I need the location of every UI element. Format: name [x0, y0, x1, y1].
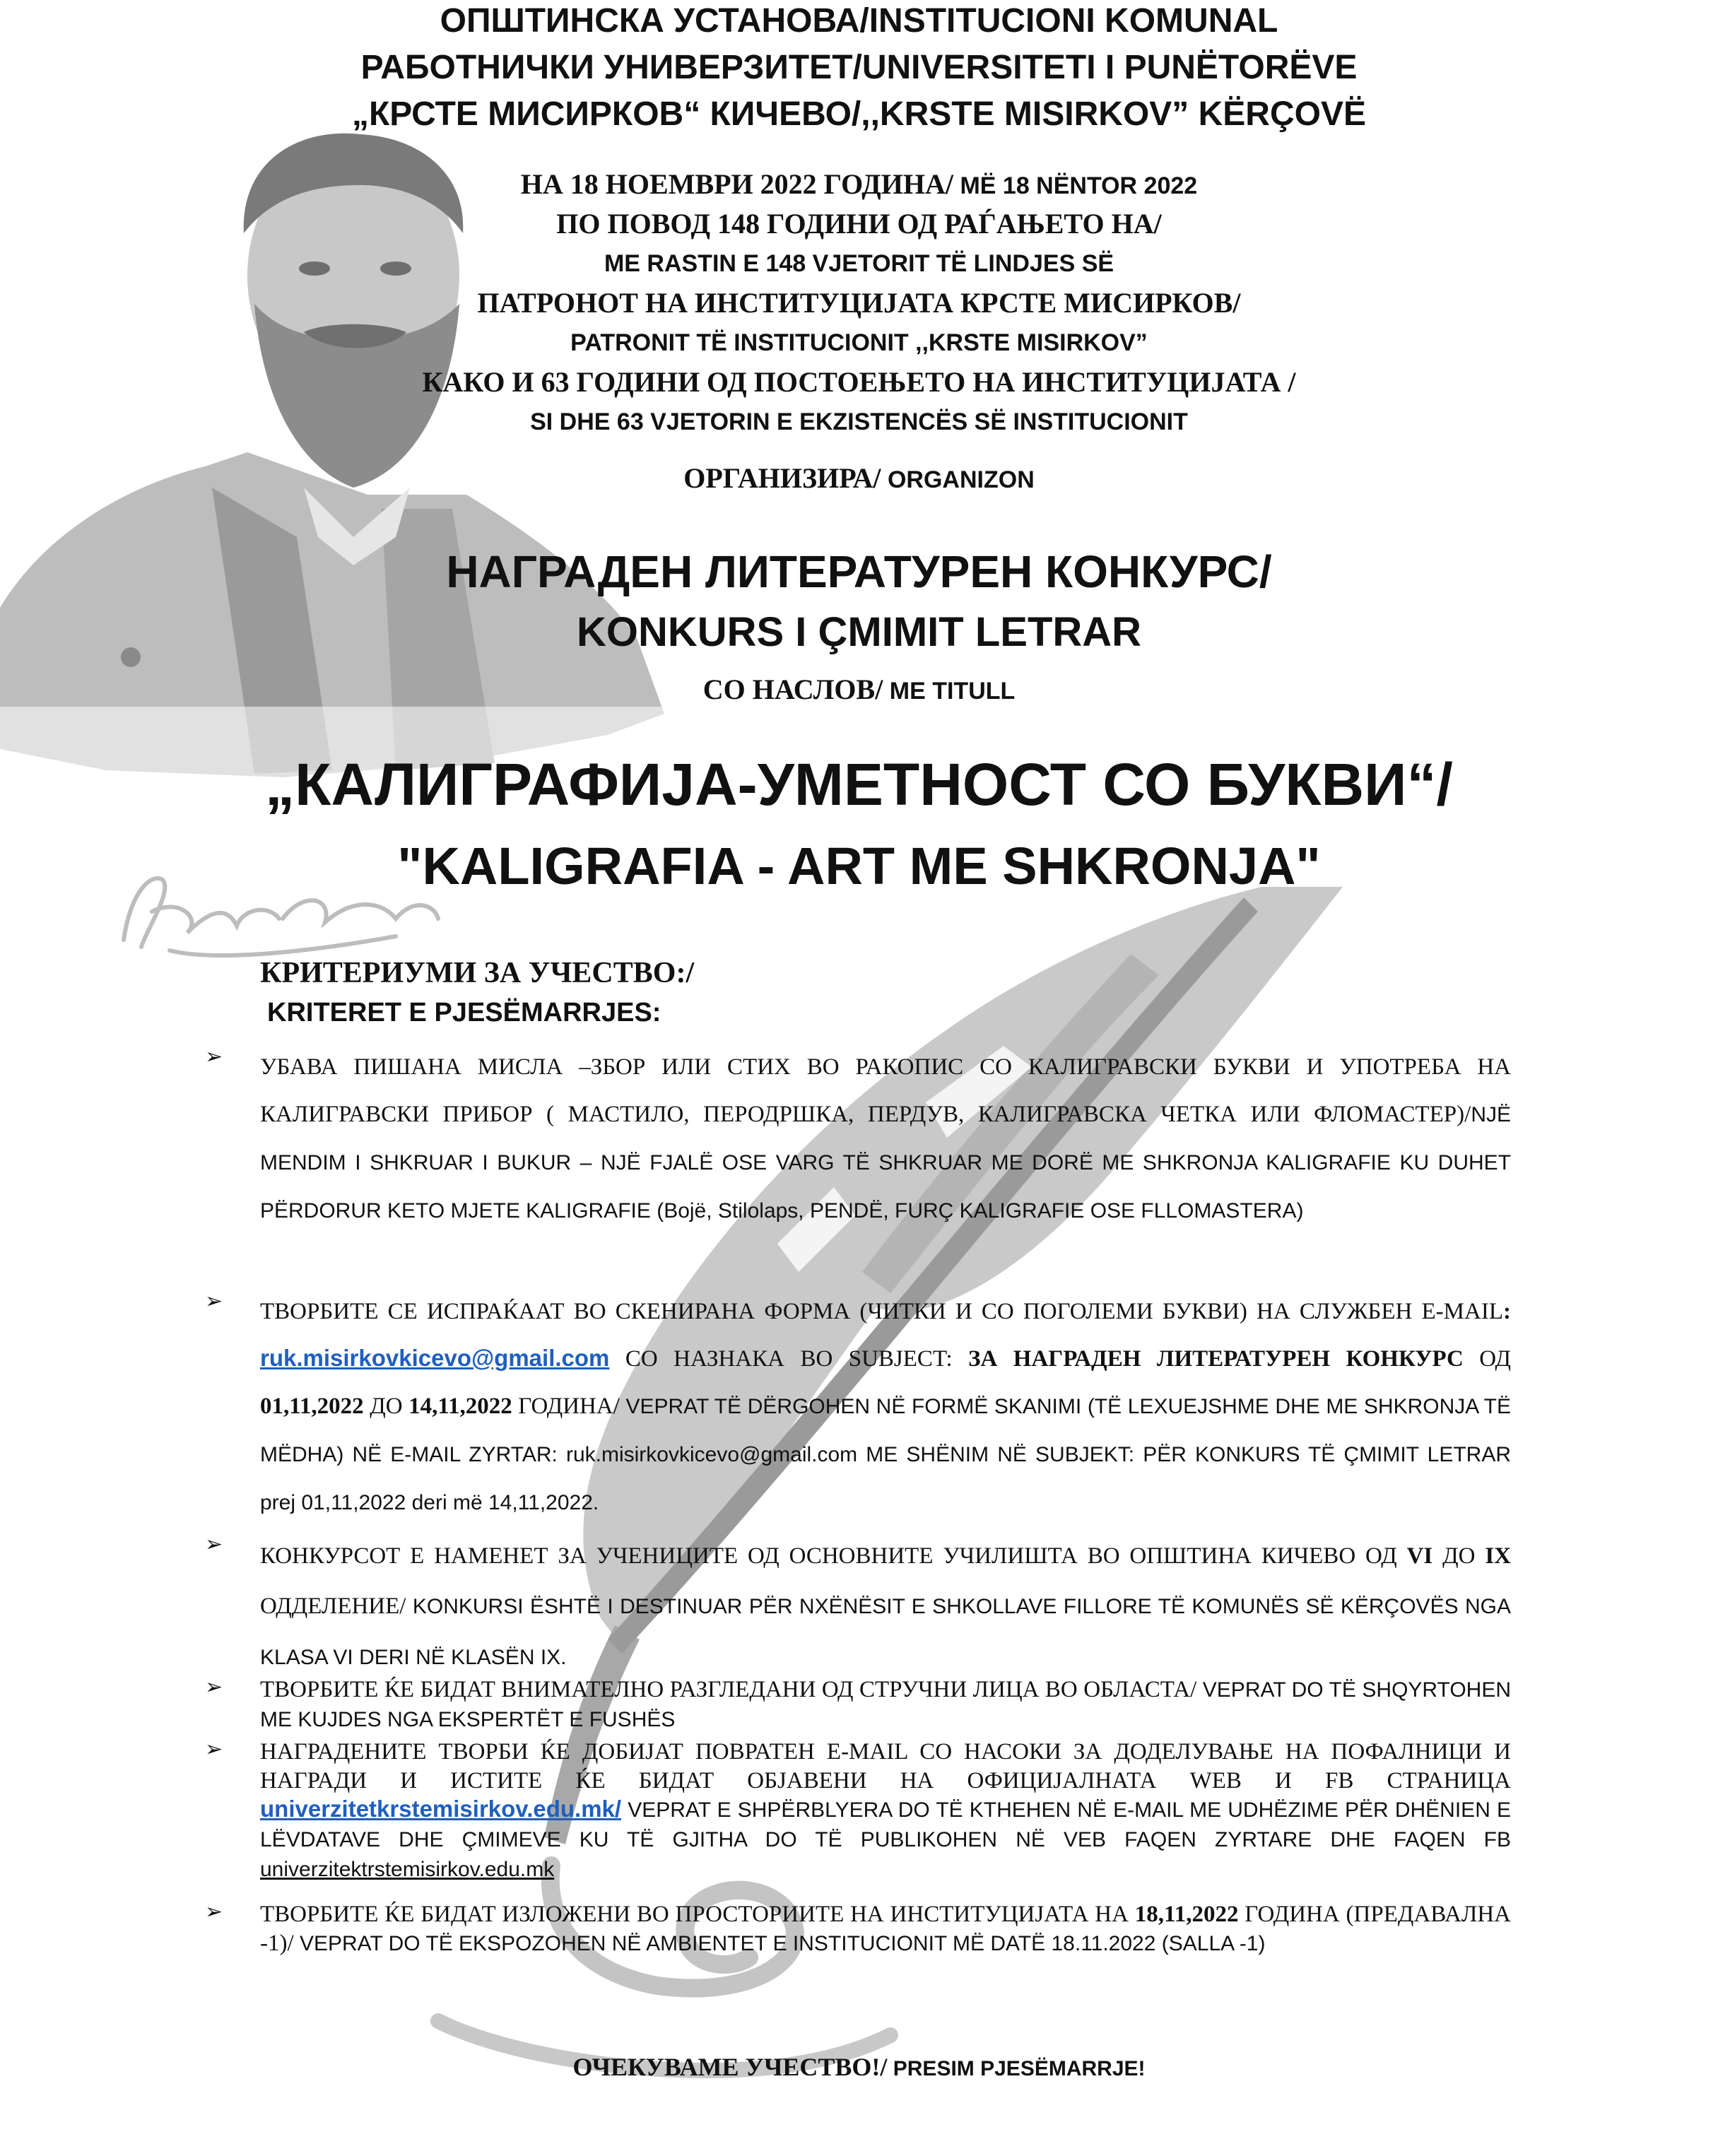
- organizes-mk: ОРГАНИЗИРА/: [683, 462, 881, 494]
- event-date: [0, 167, 1718, 204]
- item2-mk-e: ГОДИНА/: [512, 1394, 620, 1419]
- criteria-item-1: [260, 1043, 1511, 1235]
- bullet-icon: ➢: [205, 1899, 223, 1924]
- item2-mk-c: ОД: [1463, 1346, 1512, 1372]
- bullet-icon: ➢: [205, 1675, 223, 1700]
- item3-mk-b: ДО: [1432, 1543, 1485, 1569]
- event-patron-al: PATRONIT TË INSTITUCIONIT ,,KRSTE MISIRKOV”: [570, 329, 1148, 356]
- item2-mk-a: ТВОРБИТЕ СЕ ИСПРАЌААТ ВО СКЕНИРАНА ФОРМА (ЧИТКИ И СО ПОГОЛЕМИ БУКВИ) НА СЛУЖБЕН E-MAIL: [260, 1299, 1503, 1324]
- footer-al: PRESIM PJESËMARRJE!: [887, 2057, 1146, 2080]
- criteria-heading-al: KRITERET E PJESËMARRJES:: [267, 998, 661, 1027]
- event-years-mk: КАКО И 63 ГОДИНИ ОД ПОСТОЕЊЕТО НА ИНСТИТУЦИЈАТА /: [422, 366, 1296, 398]
- footer-call-to-action: [0, 2052, 1718, 2082]
- item1-al: NJË MENDIM I SHKRUAR I BUKUR – NJË FJALË OSE VARG TË SHKRUAR ME DORË ME SHKRONJA KALIGRAFIE KU DUHET PËRDORUR KETO MJETE KALIGRAFIE (Bojë, Stilolaps, PENDË, FURÇ KALIGRAFIE OSE FLLOMASTERA): [260, 1103, 1511, 1223]
- event-occasion-mk: ПО ПОВОД 148 ГОДИНИ ОД РАЃАЊЕТО НА/: [556, 208, 1162, 240]
- criteria-item-5: [260, 1737, 1511, 1884]
- item5-site: univerzitektrstemisirkov.edu.mk: [260, 1858, 555, 1881]
- bullet-icon: ➢: [205, 1044, 223, 1069]
- criteria-item-4: [260, 1675, 1511, 1734]
- item6-date: 18,11,2022: [1134, 1902, 1239, 1927]
- institution-line-2: РАБОТНИЧКИ УНИВЕРЗИТЕТ/UNIVERSITETI I PUNËTORËVE: [360, 49, 1358, 86]
- item2-date-to: 14,11,2022: [408, 1394, 512, 1419]
- institution-line-3: „КРСТЕ МИСИРКОВ“ КИЧЕВО/,,KRSTE MISIRKOV” KËRÇOVË: [352, 95, 1366, 133]
- event-organizes: [0, 461, 1718, 497]
- event-years-al: SI DHE 63 VJETORIN E EKZISTENCËS SË INSTITUCIONIT: [530, 408, 1188, 435]
- titled-mk: СО НАСЛОВ/: [702, 673, 883, 705]
- item4-mk: ТВОРБИТЕ ЌЕ БИДАТ ВНИМАТЕЛНО РАЗГЛЕДАНИ ОД СТРУЧНИ ЛИЦА ВО ОБЛАСТА/: [260, 1677, 1197, 1702]
- item3-mk-c: ОДДЕЛЕНИЕ/: [260, 1594, 406, 1619]
- contest-titled: [0, 671, 1718, 709]
- criteria-item-2: [260, 1288, 1511, 1526]
- titled-al: ME TITULL: [883, 678, 1016, 705]
- item1-mk: УБАВА ПИШАНА МИСЛА –ЗБОР ИЛИ СТИХ ВО РАКОПИС СО КАЛИГРАВСКИ БУКВИ И УПОТРЕБА НА КАЛИГРАВСКИ ПРИБОР ( МАСТИЛО, ПЕРОДРШКА, ПЕРДУВ, КАЛИГРАВСКА ЧЕТКА ИЛИ ФЛОМАСТЕР)/: [260, 1054, 1511, 1127]
- criteria-item-6: [260, 1899, 1511, 1958]
- email-link[interactable]: ruk.misirkovkicevo@gmail.com: [260, 1345, 610, 1371]
- item5-al: VEPRAT E SHPËRBLYERA DO TË KTHEHEN NË E-MAIL ME UDHËZIME PËR DHËNIEN E LËVDATAVE DHE ÇMIMEVE KU TË GJITHA DO TË PUBLIKOHEN NË VEB FAQEN ZYRTARE DHE FAQEN FB: [260, 1798, 1511, 1851]
- contest-title-al: "KALIGRAFIA - ART ME SHKRONJA": [397, 837, 1321, 895]
- organizes-al: ORGANIZON: [881, 466, 1035, 493]
- item2-mk-bold: ЗА НАГРАДЕН ЛИТЕРАТУРЕН КОНКУРС: [968, 1346, 1464, 1372]
- institution-line-1: ОПШТИНСКА УСТАНОВА/INSTITUCIONI KOMUNAL: [440, 2, 1278, 40]
- item2-mk-b: СО НАЗНАКА ВО SUBJECT:: [609, 1346, 969, 1372]
- item3-grade-from: VI: [1406, 1543, 1433, 1569]
- item3-al: KONKURSI ËSHTË I DESTINUAR PËR NXËNËSIT E SHKOLLAVE FILLORE TË KOMUNËS SË KËRÇOVËS NGA KLASA VI DERI NË KLASËN IX.: [260, 1595, 1511, 1669]
- item3-mk-a: КОНКУРСОТ Е НАМЕНЕТ ЗА УЧЕНИЦИТЕ ОД ОСНОВНИТЕ УЧИЛИШТА ВО ОПШТИНА КИЧЕВО ОД: [260, 1543, 1407, 1569]
- item3-grade-to: IX: [1485, 1543, 1511, 1569]
- event-occasion-al: ME RASTIN E 148 VJETORIT TË LINDJES SË: [604, 250, 1114, 277]
- bullet-icon: ➢: [205, 1737, 223, 1762]
- contest-title-mk: „КАЛИГРАФИЈА-УМЕТНОСТ СО БУКВИ“/: [265, 751, 1453, 818]
- event-patron-mk: ПАТРОНОТ НА ИНСТИТУЦИЈАТА КРСТЕ МИСИРКОВ/: [477, 287, 1241, 319]
- item2-colon: :: [1503, 1299, 1511, 1324]
- item6-mk-b: ГОДИНА (ПРЕДАВАЛНА -1)/: [260, 1902, 1512, 1956]
- contest-name-mk: НАГРАДЕН ЛИТЕРАТУРЕН КОНКУРС/: [446, 546, 1272, 597]
- criteria-heading-mk: КРИТЕРИУМИ ЗА УЧЕСТВО:/: [260, 957, 695, 989]
- item6-al: VEPRAT DO TË EKSPOZOHEN NË AMBIENTET E INSTITUCIONIT MË DATË 18.11.2022 (SALLA -1): [293, 1932, 1266, 1955]
- contest-name-al: KONKURS I ÇMIMIT LETRAR: [576, 609, 1142, 655]
- item4-al: VEPRAT DO TË SHQYRTOHEN ME KUJDES NGA EKSPERTËT E FUSHËS: [260, 1678, 1512, 1731]
- event-date-mk: НА 18 НОЕМВРИ 2022 ГОДИНА/: [520, 168, 954, 200]
- item2-date-from: 01,11,2022: [260, 1394, 364, 1419]
- criteria-item-3: [260, 1531, 1511, 1683]
- item6-mk-a: ТВОРБИТЕ ЌЕ БИДАТ ИЗЛОЖЕНИ ВО ПРОСТОРИИТЕ НА ИНСТИТУЦИЈАТА НА: [260, 1902, 1135, 1927]
- bullet-icon: ➢: [205, 1289, 223, 1314]
- item2-mk-d: ДО: [363, 1394, 409, 1419]
- footer-mk: ОЧЕКУВАМЕ УЧЕСТВО!/: [572, 2053, 888, 2081]
- event-date-al: MË 18 NËNTOR 2022: [953, 172, 1198, 199]
- item2-al: VEPRAT TË DËRGOHEN NË FORMË SKANIMI (TË LEXUEJSHME DHE ME SHKRONJA TË MËDHA) NË E-MAIL ZYRTAR: ruk.misirkovkicevo@gmail.com ME SHËNIM NË SUBJEKT: PËR KONKURS TË ÇMIMIT LETRAR prej 01,11,2022 deri më 14,11,2022.: [260, 1395, 1512, 1514]
- bullet-icon: ➢: [205, 1532, 223, 1557]
- item5-mk: НАГРАДЕНИТЕ ТВОРБИ ЌЕ ДОБИЈАТ ПОВРАТЕН E-MAIL СО НАСОКИ ЗА ДОДЕЛУВАЊЕ НА ПОФАЛНИЦИ И НАГРАДИ И ИСТИТЕ ЌЕ БИДАТ ОБЈАВЕНИ НА ОФИЦИЈАЛНАТА WEB И FB СТРАНИЦА: [260, 1739, 1511, 1793]
- website-link[interactable]: univerzitetkrstemisirkov.edu.mk/: [260, 1796, 622, 1822]
